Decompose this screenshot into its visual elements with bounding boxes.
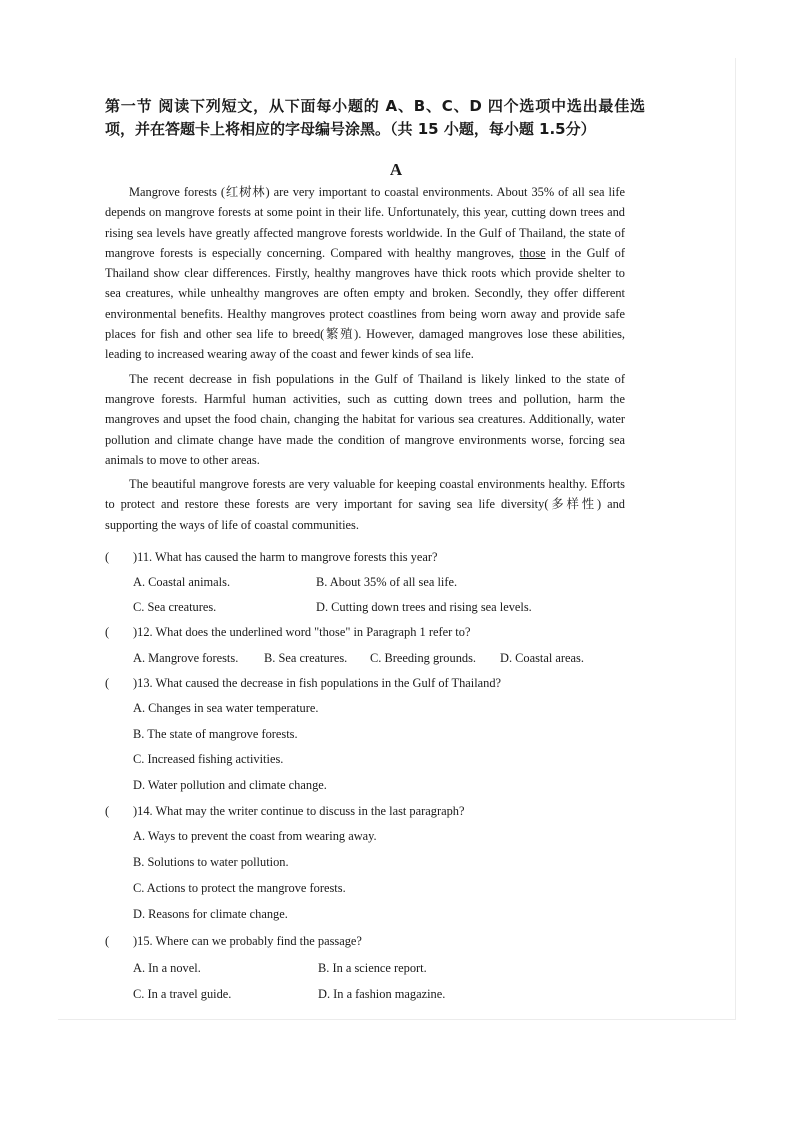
passage-title: A xyxy=(389,160,403,179)
option-15-d: D. In a fashion magazine. xyxy=(318,987,446,1001)
question-stem: )12. What does the underlined word "those" in Paragraph 1 refer to? xyxy=(133,625,471,639)
paragraph-2: The recent decrease in fish populations in the Gulf of Thailand is likely linked to the state of mangrove forests. Harmful human activities, such as cutting down trees and pollution, harm the mangroves and upset the food chain, changing the habitat for various sea creatures. Additionally, water pollution and climate change have made the condition of mangrove environments worse, forcing sea animals to move to other areas. xyxy=(105,371,625,467)
option-11-c: C. Sea creatures. xyxy=(133,600,217,614)
option-13-d: D. Water pollution and climate change. xyxy=(133,778,327,792)
answer-paren[interactable]: ( xyxy=(105,550,110,564)
option-15-c: C. In a travel guide. xyxy=(133,987,232,1001)
option-11-d: D. Cutting down trees and rising sea levels. xyxy=(316,600,532,614)
option-14-c: C. Actions to protect the mangrove forests. xyxy=(133,881,346,895)
option-12-a: A. Mangrove forests. xyxy=(133,651,239,665)
option-11-b: B. About 35% of all sea life. xyxy=(316,575,458,589)
option-12-b: B. Sea creatures. xyxy=(264,651,348,665)
paragraph-3: The beautiful mangrove forests are very valuable for keeping coastal environments healthy. Efforts to protect and restore these forests are very important for saving sea life diversity(多样性) and supporting the ways of life of coastal communities. xyxy=(105,477,625,532)
option-13-c: C. Increased fishing activities. xyxy=(133,752,284,766)
question-stem: )11. What has caused the harm to mangrove forests this year? xyxy=(133,550,438,564)
question-stem: )14. What may the writer continue to discuss in the last paragraph? xyxy=(133,804,465,818)
option-14-b: B. Solutions to water pollution. xyxy=(133,855,289,869)
question-15 xyxy=(105,934,362,949)
option-13-a: A. Changes in sea water temperature. xyxy=(133,701,319,715)
answer-paren[interactable]: ( xyxy=(105,676,110,690)
answer-paren[interactable]: ( xyxy=(105,625,110,639)
option-14-a: A. Ways to prevent the coast from wearing away. xyxy=(133,829,377,843)
option-11-a: A. Coastal animals. xyxy=(133,575,231,589)
question-12 xyxy=(105,625,470,640)
option-15-a: A. In a novel. xyxy=(133,961,201,975)
section-instruction: 第一节 阅读下列短文，从下面每小题的 A、B、C、D 四个选项中选出最佳选项，并在答题卡上将相应的字母编号涂黑。（共 15 小题，每小题 1.5分） xyxy=(105,97,645,138)
option-15-b: B. In a science report. xyxy=(318,961,427,975)
paragraph-1-part-b: in the Gulf of Thailand show clear differences. Firstly, healthy mangroves have thick roots which provide shelter to sea creatures, while unhealthy mangroves are often empty and broken. Secondly, they offer different environmental benefits. Healthy mangroves protect coastlines from being worn away and provide safe places for fish and other sea life to breed(繁殖). However, damaged mangroves lose these abilities, leading to increased wearing away of the coast and fewer kinds of sea life. xyxy=(105,245,625,362)
underlined-word: those xyxy=(519,245,546,260)
paragraph-1-part-a: Mangrove forests (红树林) are very important to coastal environments. About 35% of all sea life depends on mangrove forests at some point in their life. Unfortunately, this year, cutting down trees and rising sea levels have greatly affected mangrove forests worldwide. In the Gulf of Thailand, the state of mangrove forests is especially concerning. Compared with healthy mangroves, xyxy=(105,185,625,260)
answer-paren[interactable]: ( xyxy=(105,804,110,818)
question-14 xyxy=(105,804,464,819)
question-stem: )13. What caused the decrease in fish populations in the Gulf of Thailand? xyxy=(133,676,502,690)
option-12-d: D. Coastal areas. xyxy=(500,651,584,665)
option-12-c: C. Breeding grounds. xyxy=(370,651,476,665)
question-11 xyxy=(105,550,438,565)
question-stem: )15. Where can we probably find the passage? xyxy=(133,934,362,948)
option-14-d: D. Reasons for climate change. xyxy=(133,907,288,921)
paragraph-1 xyxy=(105,182,625,365)
answer-paren[interactable]: ( xyxy=(105,934,110,948)
question-13 xyxy=(105,676,501,691)
option-13-b: B. The state of mangrove forests. xyxy=(133,727,298,741)
passage xyxy=(105,182,625,539)
